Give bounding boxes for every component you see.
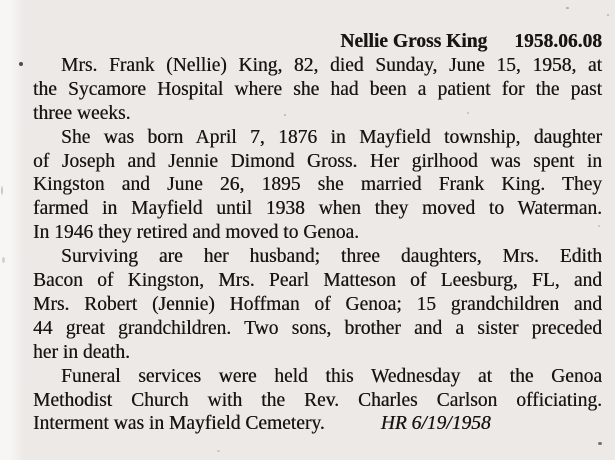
scan-speck (284, 114, 286, 116)
obituary-line: of Joseph and Jennie Dimond Gross. Her girlhood was spent in (33, 150, 602, 172)
closing-line (33, 412, 602, 436)
obituary-line: Surviving are her husband; three daughters, Mrs. Edith (61, 246, 602, 268)
obituary-line: three weeks. (33, 102, 131, 124)
obituary-body (33, 54, 602, 413)
obituary-line: In 1946 they retired and moved to Genoa. (33, 222, 359, 244)
scan-speck (19, 62, 23, 66)
headline-date-code: 1958.06.08 (514, 31, 602, 52)
deceased-name: Nellie Gross King (340, 31, 488, 52)
scan-speck (566, 7, 569, 9)
obituary-text-block (33, 30, 602, 436)
scan-speck (467, 112, 469, 114)
scan-speck (217, 450, 220, 452)
obituary-line: 44 great grandchildren. Two sons, brother and a sister preceded (33, 317, 602, 339)
obituary-line: Mrs. Frank (Nellie) King, 82, died Sunday, June 15, 1958, at (61, 54, 602, 76)
obituary-line: farmed in Mayfield until 1938 when they moved to Waterman. (33, 198, 602, 220)
scan-speck (2, 257, 5, 263)
scan-speck (598, 225, 600, 227)
scan-speck (1, 186, 3, 195)
scan-speck (607, 14, 609, 16)
obituary-line: Kingston and June 26, 1895 she married Frank King. They (33, 174, 602, 196)
obituary-line: the Sycamore Hospital where she had been a patient for the past (33, 78, 602, 100)
obituary-line: Funeral services were held this Wednesday at the Genoa (61, 365, 602, 387)
obituary-headline (33, 30, 602, 54)
interment-text: Interment was in Mayfield Cemetery. (33, 413, 325, 435)
source-credit: HR 6/19/1958 (380, 413, 491, 435)
scan-speck (598, 442, 602, 445)
obituary-line: Methodist Church with the Rev. Charles Carlson officiating. (33, 389, 602, 411)
obituary-line: her in death. (33, 341, 130, 363)
obituary-line: Mrs. Robert (Jennie) Hoffman of Genoa; 15 grandchildren and (33, 293, 602, 315)
obituary-line: Bacon of Kingston, Mrs. Pearl Matteson of Leesburg, FL, and (33, 270, 602, 292)
obituary-line: She was born April 7, 1876 in Mayfield township, daughter (61, 126, 602, 148)
